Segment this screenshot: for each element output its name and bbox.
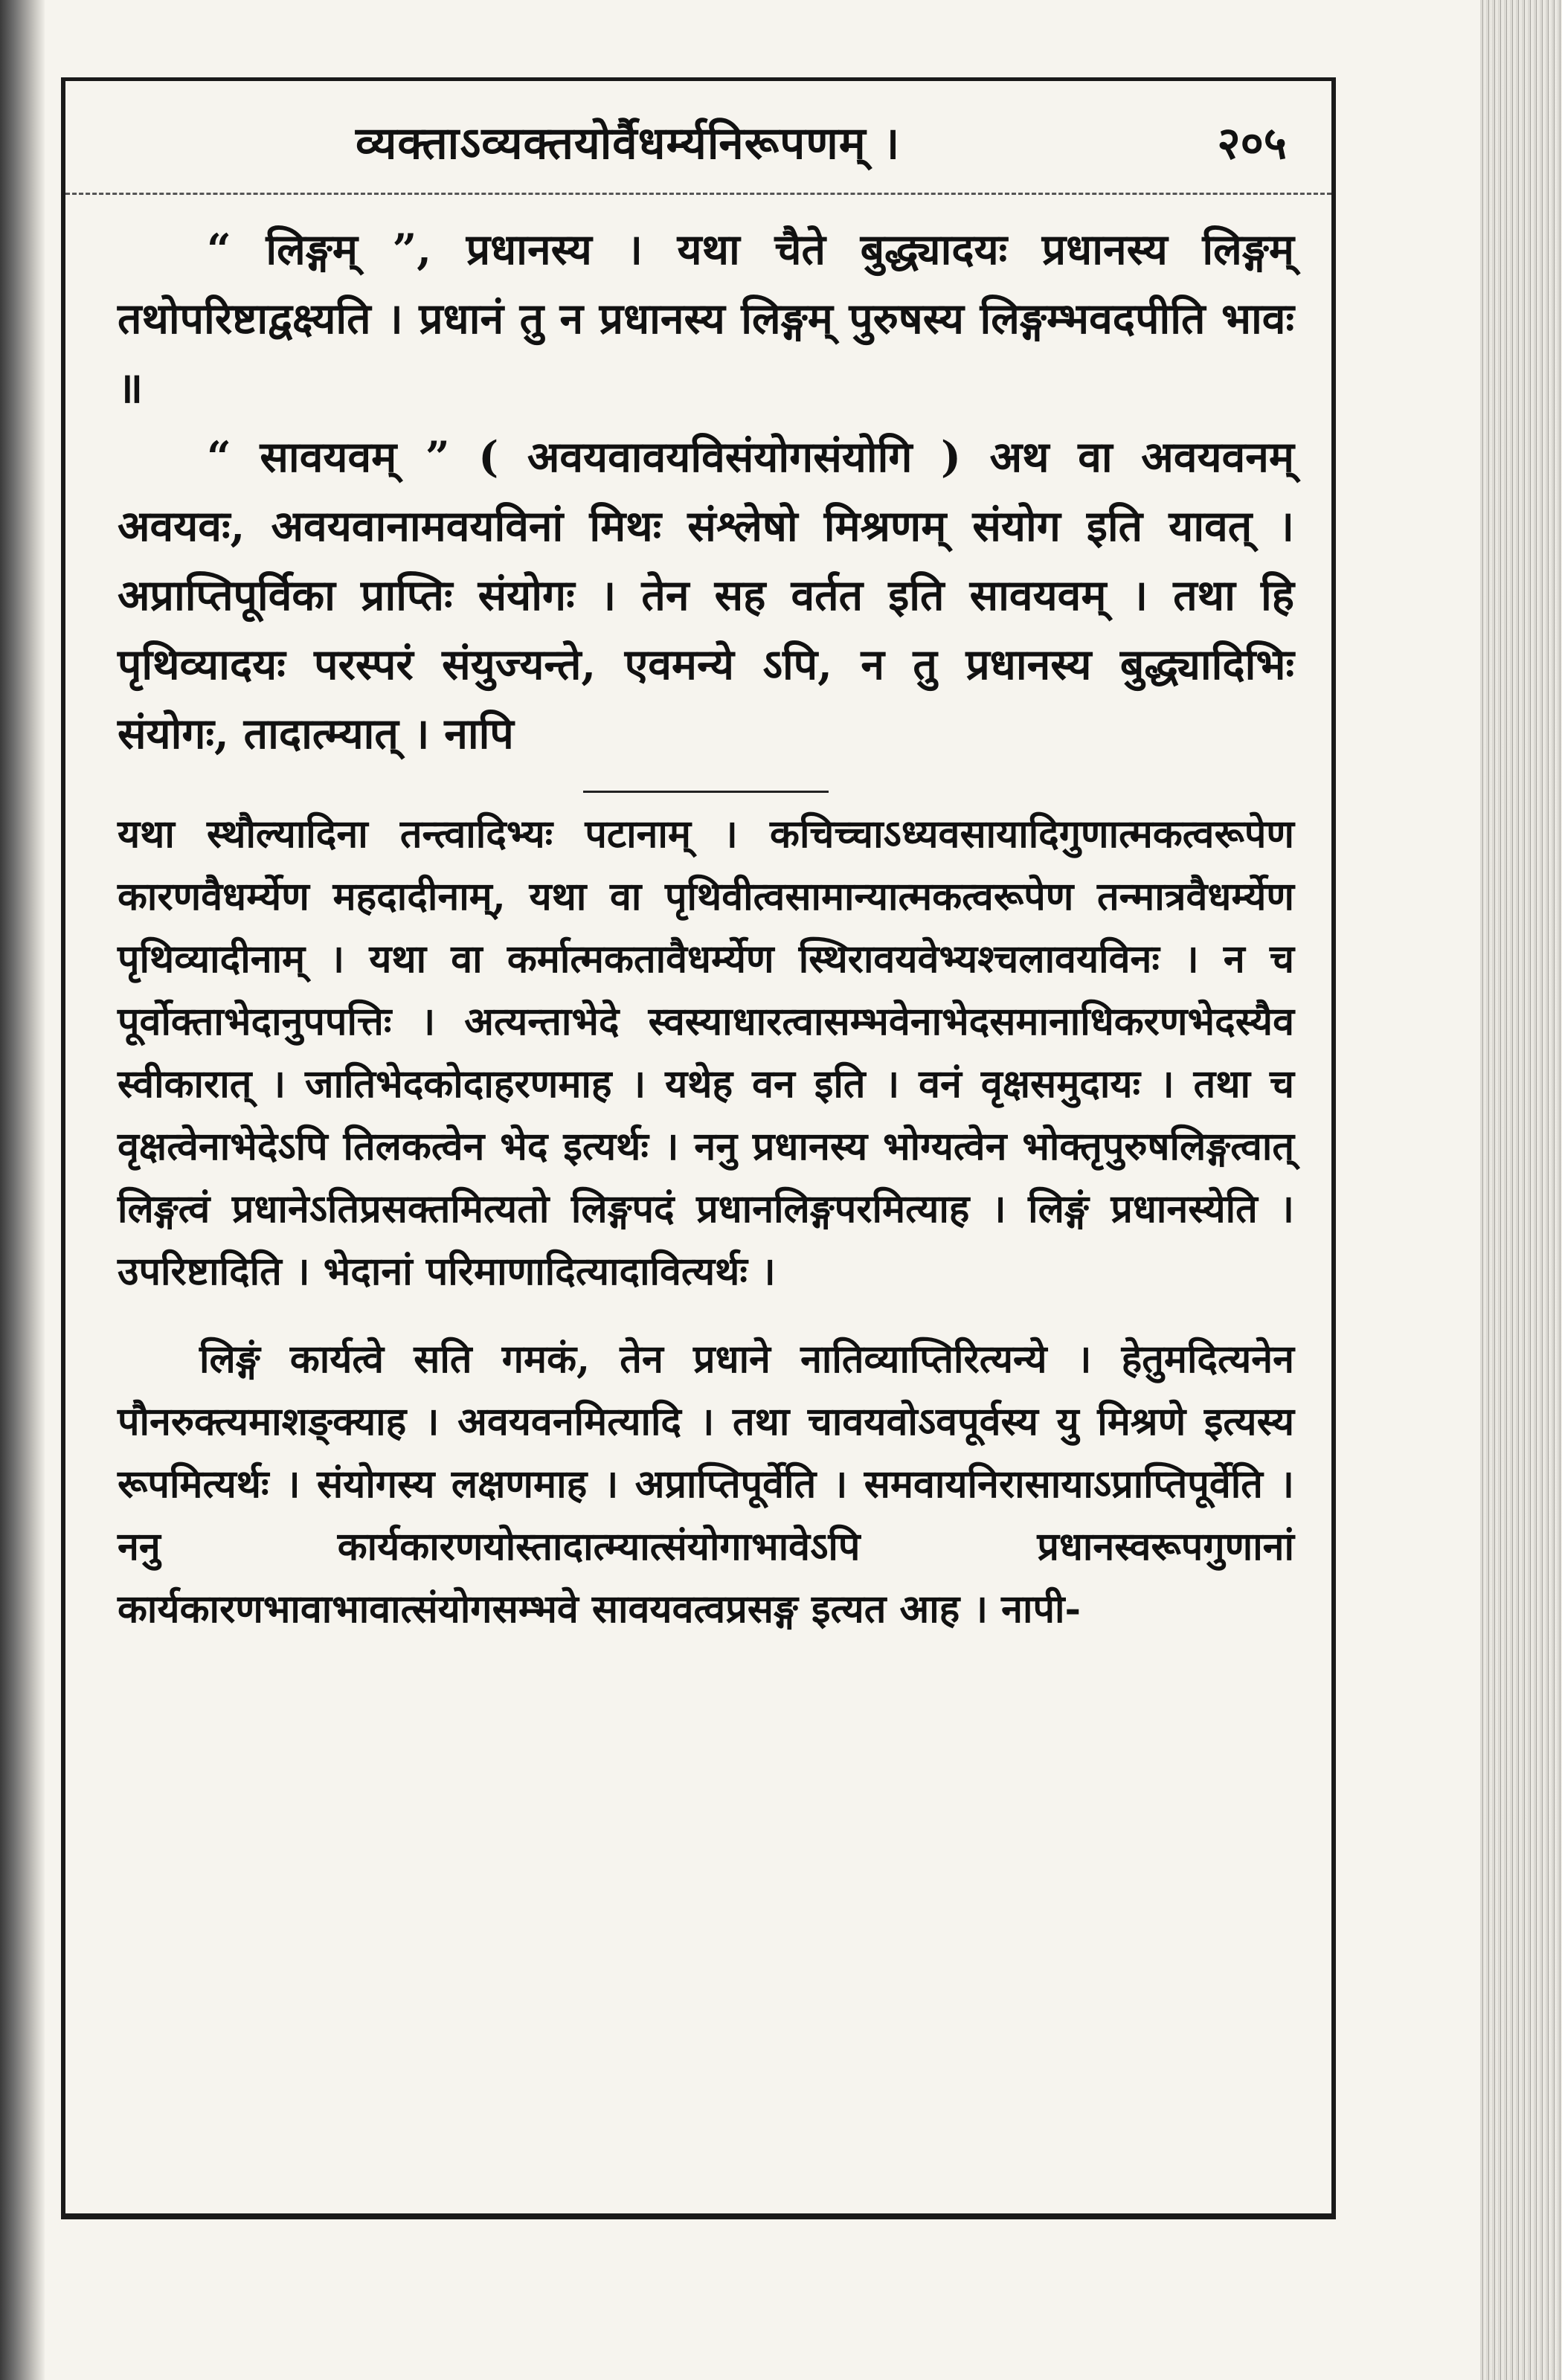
main-paragraph-savayava: “ सावयवम् ” ( अवयवावयविसंयोगसंयोगि ) अथ वा अवयवनम् अवयवः, अवयवानामवयविनां मिथः संश्लेषो मिश्रणम् संयोग इति यावत् । अप्राप्तिपूर्विका प्राप्तिः संयोगः । तेन सह वर्तत इति सावयवम् । तथा हि पृथिव्यादयः परस्परं संयुज्यन्ते, एवमन्ये ऽपि, न तु प्रधानस्य बुद्ध्यादिभिः संयोगः, तादात्म्यात् । नापि — [118, 432, 1294, 759]
running-title: व्यक्ताऽव्यक्तयोर्वैधर्म्यनिरूपणम् । — [356, 118, 901, 170]
page-header — [65, 111, 1331, 178]
page-stack-edge — [1480, 0, 1562, 2380]
main-text — [118, 215, 1294, 768]
header-rule — [65, 193, 1331, 195]
commentary — [118, 803, 1294, 1641]
page-number: २०५ — [1217, 118, 1287, 170]
page-frame — [61, 77, 1336, 2219]
page-content — [118, 215, 1294, 1641]
scan-binding-shadow — [0, 0, 45, 2380]
main-paragraph-linga: “ लिङ्गम् ”, प्रधानस्य । यथा चैते बुद्ध्यादयः प्रधानस्य लिङ्गम् तथोपरिष्टाद्वक्ष्यति । प्रधानं तु न प्रधानस्य लिङ्गम् पुरुषस्य लिङ्गम्भवदपीति भावः ॥ — [118, 225, 1294, 413]
commentary-separator — [583, 791, 829, 793]
commentary-paragraph-1: यथा स्थौल्यादिना तन्त्वादिभ्यः पटानाम् । कचिच्चाऽध्यवसायादिगुणात्मकत्वरूपेण कारणवैधर्म्येण महदादीनाम्, यथा वा पृथिवीत्वसामान्यात्मकत्वरूपेण तन्मात्रवैधर्म्येण पृथिव्यादीनाम् । यथा वा कर्मात्मकतावैधर्म्येण स्थिरावयवेभ्यश्चलावयविनः । न च पूर्वोक्ताभेदानुपपत्तिः । अत्यन्ताभेदे स्वस्याधारत्वासम्भवेनाभेदसमानाधिकरणभेदस्यैव स्वीकारात् । जातिभेदकोदाहरणमाह । यथेह वन इति । वनं वृक्षसमुदायः । तथा च वृक्षत्वेनाभेदेऽपि तिलकत्वेन भेद इत्यर्थः । ननु प्रधानस्य भोग्यत्वेन भोक्तृपुरुषलिङ्गत्वात् लिङ्गत्वं प्रधानेऽतिप्रसक्तमित्यतो लिङ्गपदं प्रधानलिङ्गपरमित्याह । लिङ्गं प्रधानस्येति । उपरिष्टादिति । भेदानां परिमाणादित्यादावित्यर्थः । — [118, 811, 1294, 1294]
commentary-paragraph-2: लिङ्गं कार्यत्वे सति गमकं, तेन प्रधाने नातिव्याप्तिरित्यन्ये । हेतुमदित्यनेन पौनरुक्त्यमाशङ्क्याह । अवयवनमित्यादि । तथा चावयवोऽवपूर्वस्य यु मिश्रणे इत्यस्य रूपमित्यर्थः । संयोगस्य लक्षणमाह । अप्राप्तिपूर्वेति । समवायनिरासायाऽप्राप्तिपूर्वेति । ननु कार्यकारणयोस्तादात्म्यात्संयोगाभावेऽपि प्रधानस्वरूपगुणानां कार्यकारणभावाभावात्संयोगसम्भवे सावयवत्वप्रसङ्ग इत्यत आह । नापी- — [118, 1337, 1294, 1632]
